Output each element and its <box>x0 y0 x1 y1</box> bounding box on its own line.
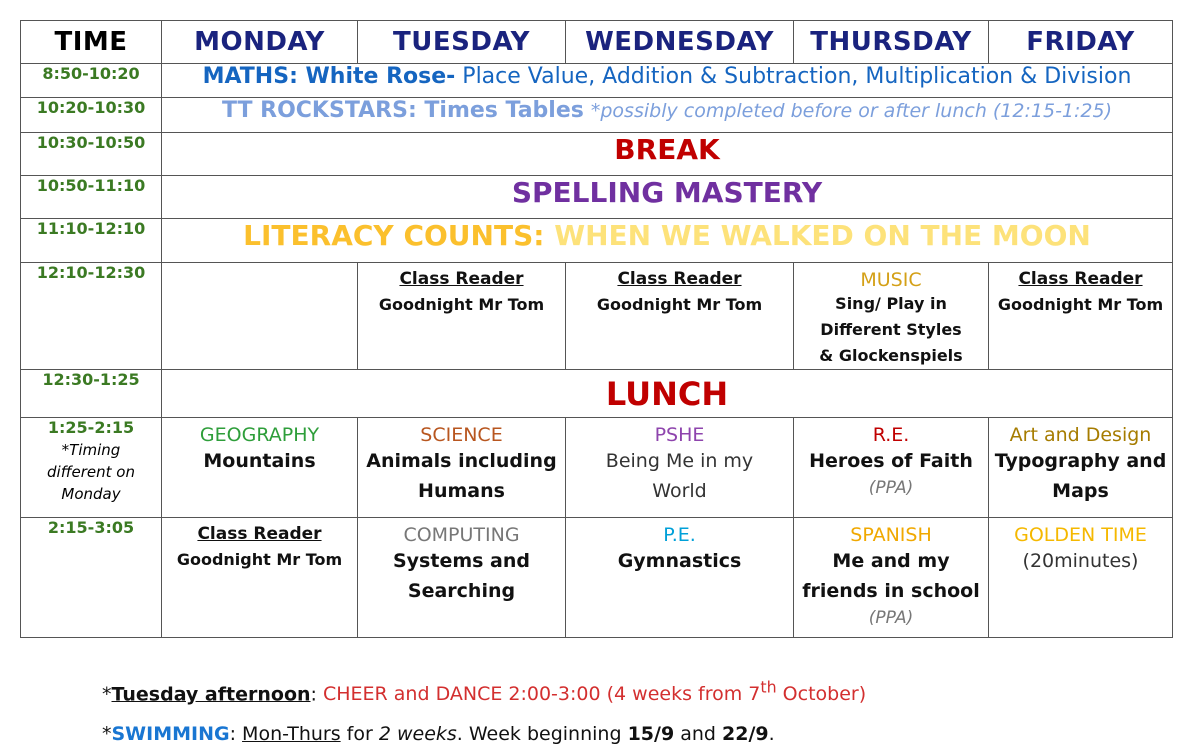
subject-music: MUSIC <box>860 269 922 291</box>
row-spelling <box>21 176 1173 219</box>
row-afternoon1 <box>21 418 1173 518</box>
footer-tuesday-label: Tuesday afternoon <box>111 683 311 706</box>
cheer-text-end: October) <box>782 683 867 706</box>
reader-friday <box>989 263 1173 370</box>
subject-science: SCIENCE <box>420 424 503 446</box>
maths-cell <box>162 64 1173 98</box>
cheer-sup: th <box>760 678 777 697</box>
reader-wednesday <box>566 263 794 370</box>
subject-desc: Systems and <box>392 550 531 572</box>
re-thursday <box>794 418 989 518</box>
subject-desc: Gymnastics <box>617 550 742 572</box>
music-line2: Different Styles <box>820 320 962 339</box>
class-reader-book: Goodnight Mr Tom <box>596 295 763 314</box>
footer-days: Mon-Thurs <box>242 723 341 745</box>
class-reader-heading: Class Reader <box>197 524 322 544</box>
row-reader <box>21 263 1173 370</box>
time-cell: 10:50-11:10 <box>21 176 162 219</box>
time-cell <box>21 418 162 518</box>
timing-note-1: *Timing <box>61 441 121 459</box>
tt-cell <box>162 98 1173 133</box>
footer-star: * <box>102 723 112 745</box>
subject-spanish: SPANISH <box>850 524 932 546</box>
footer-cheer-text <box>322 678 867 706</box>
footer-colon: : <box>310 683 317 706</box>
ppa-note: (PPA) <box>868 478 914 498</box>
time-cell: 10:30-10:50 <box>21 133 162 176</box>
header-thursday: THURSDAY <box>794 21 989 64</box>
lunch-cell: LUNCH <box>162 370 1173 418</box>
reader-tuesday <box>358 263 566 370</box>
time-cell: 12:10-12:30 <box>21 263 162 370</box>
cheer-text: CHEER and DANCE 2:00-3:00 (4 weeks from 7 <box>322 683 761 706</box>
tt-label: TT ROCKSTARS: Times Tables <box>221 98 584 123</box>
subject-re: R.E. <box>872 424 910 446</box>
tt-note: *possibly completed before or after lunch (12:15-1:25) <box>590 100 1113 122</box>
row-lunch <box>21 370 1173 418</box>
header-tuesday: TUESDAY <box>358 21 566 64</box>
time-cell: 10:20-10:30 <box>21 98 162 133</box>
subject-desc: Humans <box>418 480 505 502</box>
timing-note-3: Monday <box>61 485 121 503</box>
spelling-cell: SPELLING MASTERY <box>162 176 1173 219</box>
time-cell: 12:30-1:25 <box>21 370 162 418</box>
header-time: TIME <box>21 21 162 64</box>
maths-text: Place Value, Addition & Subtraction, Multiplication & Division <box>462 64 1132 89</box>
footer-week-beginning: . Week beginning <box>456 723 622 745</box>
pshe-wednesday <box>566 418 794 518</box>
subject-golden-time: GOLDEN TIME <box>1014 524 1147 546</box>
subject-desc: Searching <box>407 580 516 602</box>
header-monday: MONDAY <box>162 21 358 64</box>
header-row <box>21 21 1173 64</box>
footer-cheer-note <box>102 678 866 705</box>
subject-pshe: PSHE <box>654 424 705 446</box>
class-reader-book: Goodnight Mr Tom <box>997 295 1164 314</box>
subject-desc: World <box>652 480 707 502</box>
time-cell: 11:10-12:10 <box>21 219 162 263</box>
class-reader-book: Goodnight Mr Tom <box>378 295 545 314</box>
literacy-topic: WHEN WE WALKED ON THE MOON <box>554 219 1091 252</box>
ppa-note: (PPA) <box>868 608 914 628</box>
subject-art: Art and Design <box>1009 424 1152 446</box>
footer-weeks: 2 weeks <box>378 723 457 745</box>
row-maths <box>21 64 1173 98</box>
header-friday: FRIDAY <box>989 21 1173 64</box>
footer-for: for <box>346 723 373 745</box>
timetable <box>20 20 1173 638</box>
pe-wednesday <box>566 518 794 638</box>
golden-friday <box>989 518 1173 638</box>
class-reader-heading: Class Reader <box>617 269 742 289</box>
header-wednesday: WEDNESDAY <box>566 21 794 64</box>
row-tt <box>21 98 1173 133</box>
literacy-cell <box>162 219 1173 263</box>
subject-geography: GEOGRAPHY <box>199 424 320 446</box>
music-line3: & Glockenspiels <box>819 346 963 365</box>
footer-date1: 15/9 <box>627 723 675 745</box>
maths-label: MATHS: White Rose- <box>202 64 456 89</box>
subject-desc: Being Me in my <box>605 450 754 472</box>
footer-date2: 22/9 <box>722 723 769 745</box>
subject-desc: Mountains <box>203 450 316 472</box>
spanish-thursday <box>794 518 989 638</box>
row-break <box>21 133 1173 176</box>
time-cell: 2:15-3:05 <box>21 518 162 638</box>
class-reader-heading: Class Reader <box>399 269 524 289</box>
science-tuesday <box>358 418 566 518</box>
footer-swimming-note <box>102 723 775 745</box>
reader-monday-pm <box>162 518 358 638</box>
literacy-label: LITERACY COUNTS: <box>243 219 545 252</box>
subject-desc: Animals including <box>366 450 557 472</box>
class-reader-book: Goodnight Mr Tom <box>176 550 343 569</box>
subject-desc: Typography and <box>994 450 1167 472</box>
break-cell: BREAK <box>162 133 1173 176</box>
subject-pe: P.E. <box>663 524 696 546</box>
footer-period: . <box>768 723 775 745</box>
timing-note-2: different on <box>47 463 135 481</box>
class-reader-heading: Class Reader <box>1018 269 1143 289</box>
footer-and: and <box>680 723 716 745</box>
subject-desc: (20minutes) <box>1022 550 1139 572</box>
geography-monday <box>162 418 358 518</box>
time-cell: 8:50-10:20 <box>21 64 162 98</box>
music-thursday <box>794 263 989 370</box>
music-line1: Sing/ Play in <box>835 294 947 313</box>
subject-desc: friends in school <box>802 580 980 602</box>
footer-star: * <box>102 683 112 706</box>
computing-tuesday <box>358 518 566 638</box>
reader-monday <box>162 263 358 370</box>
footer-swimming-label: SWIMMING <box>111 723 230 745</box>
art-friday <box>989 418 1173 518</box>
subject-computing: COMPUTING <box>403 524 520 546</box>
subject-desc: Heroes of Faith <box>809 450 973 472</box>
subject-desc: Me and my <box>832 550 950 572</box>
row-afternoon2 <box>21 518 1173 638</box>
subject-desc: Maps <box>1052 480 1109 502</box>
time-text: 1:25-2:15 <box>47 418 135 437</box>
row-literacy <box>21 219 1173 263</box>
footer-colon: : <box>229 723 236 745</box>
